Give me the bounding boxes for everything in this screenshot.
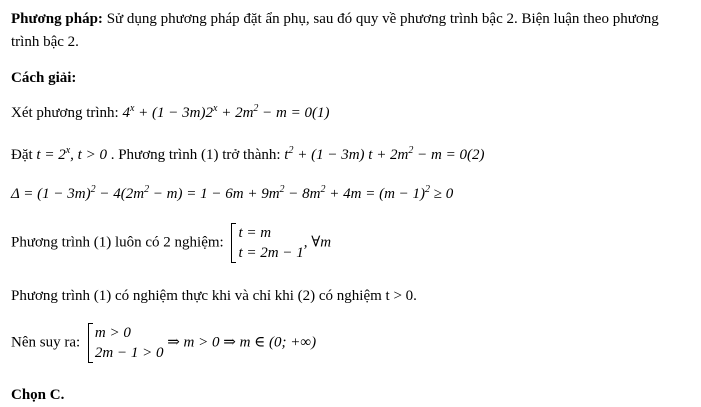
method-text: Sử dụng phương pháp đặt ẩn phụ, sau đó quy về phương trình bậc 2. Biện luận theo phương xyxy=(102,11,659,27)
eq2-term-c: − m = 0(2) xyxy=(413,147,485,163)
delta-part-4: − 8m xyxy=(284,186,321,202)
delta-exp-1: 2 xyxy=(90,184,96,195)
equation-2 xyxy=(284,147,484,163)
eq1-term-c: + 2m xyxy=(217,105,254,121)
delta-part-3: − m) = 1 − 6m + 9m xyxy=(149,186,280,202)
root-2: t = 2m − 1 xyxy=(238,245,304,261)
result-cond-2: 2m − 1 > 0 xyxy=(94,345,164,361)
result-suffix: ⇒ m > 0 ⇒ m ∈ (0; +∞) xyxy=(163,334,317,351)
eq2-term-a: t xyxy=(284,147,289,163)
eq1-exp-b: x xyxy=(213,103,218,114)
method-line-2 xyxy=(11,33,79,51)
result-cond-1: m > 0 xyxy=(94,325,131,341)
equation-1 xyxy=(122,105,329,121)
method-line-1 xyxy=(11,10,659,28)
delta-exp-2: 2 xyxy=(144,184,150,195)
delta-part-1: Δ = (1 − 3m) xyxy=(11,186,91,202)
equation-1-prefix: Xét phương trình: xyxy=(11,105,123,121)
result-bracket xyxy=(88,323,164,363)
substitution-def xyxy=(36,147,107,163)
solution-title: Cách giải: xyxy=(11,70,77,86)
roots-prefix: Phương trình (1) luôn có 2 nghiệm: xyxy=(11,234,228,251)
substitution-middle: . Phương trình (1) trở thành: xyxy=(106,147,285,163)
eq1-term-a: 4 xyxy=(122,105,130,121)
delta-part-5: + 4m = (m − 1) xyxy=(325,186,426,202)
eq1-exp-c: 2 xyxy=(253,103,259,114)
eq1-term-d: − m = 0(1) xyxy=(258,105,330,121)
condition-line: Phương trình (1) có nghiệm thực khi và chỉ khi (2) có nghiệm t > 0. xyxy=(11,288,417,304)
answer: Chọn C. xyxy=(11,387,65,403)
eq1-term-b: + (1 − 3m)2 xyxy=(134,105,213,121)
t-condition: , t > 0 xyxy=(70,147,107,163)
delta-line xyxy=(11,185,453,205)
result-prefix: Nên suy ra: xyxy=(11,334,84,351)
t-definition: t = 2 xyxy=(36,147,66,163)
t-definition-exp: x xyxy=(65,145,71,156)
delta-exp-3: 2 xyxy=(279,184,285,195)
roots-suffix: , ∀m xyxy=(303,234,332,251)
substitution-prefix: Đặt xyxy=(11,147,37,163)
delta-exp-4: 2 xyxy=(320,184,326,195)
delta-exp-5: 2 xyxy=(425,184,431,195)
eq1-exp-a: x xyxy=(129,103,135,114)
root-1: t = m xyxy=(238,225,272,241)
equation-1-line xyxy=(11,104,330,124)
method-label: Phương pháp: xyxy=(11,11,103,27)
eq2-exp-a: 2 xyxy=(288,145,294,156)
roots-bracket xyxy=(231,223,303,263)
delta-part-6: ≥ 0 xyxy=(430,186,454,202)
result-line xyxy=(11,323,316,363)
eq2-term-b: + (1 − 3m) t + 2m xyxy=(293,147,409,163)
delta-part-2: − 4(2m xyxy=(95,186,145,202)
substitution-line xyxy=(11,146,484,166)
method-text-cont: trình bậc 2. xyxy=(11,34,79,50)
eq2-exp-b: 2 xyxy=(408,145,414,156)
roots-line xyxy=(11,223,331,263)
